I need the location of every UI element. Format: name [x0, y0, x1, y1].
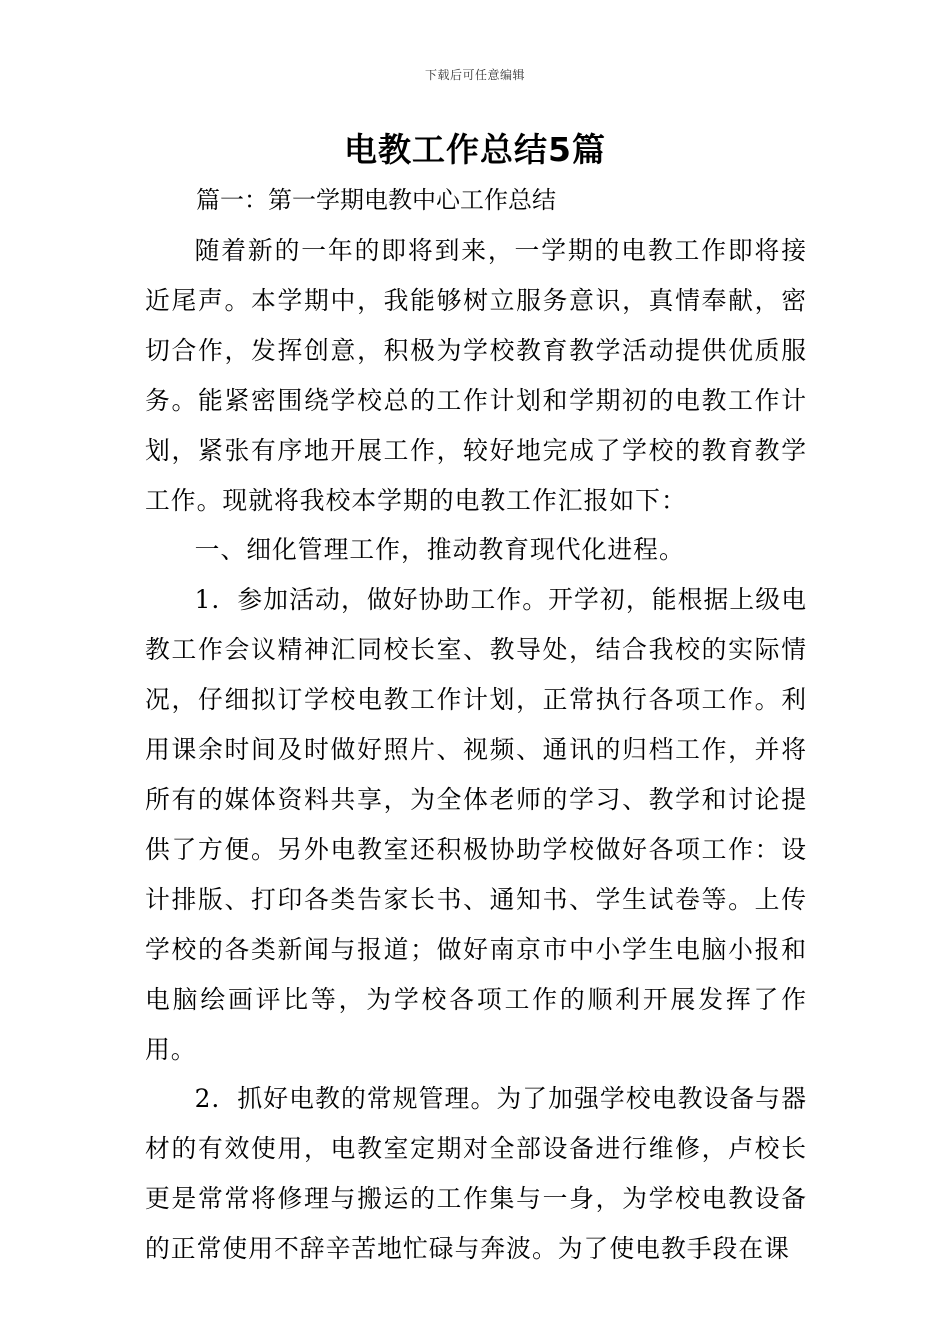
paragraph: 一、细化管理工作，推动教育现代化进程。 [194, 535, 685, 565]
paragraph: 随着新的一年的即将到来，一学期的电教工作即将接近尾声。本学期中，我能够树立服务意识，真情奉献，密切合作，发挥创意，积极为学校教育教学活动提供优质服务。能紧密围绕学校总的工作计划和学期初的电教工作计划，紧张有序地开展工作，较好地完成了学校的教育教学工作。现就将我校本学期的电教工作汇报如下： [145, 236, 807, 515]
paragraph: 2．抓好电教的常规管理。为了加强学校电教设备与器材的有效使用，电教室定期对全部设备进行维修，卢校长更是常常将修理与搬运的工作集与一身，为学校电教设备的正常使用不辞辛苦地忙碌与奔波。为了使电教手段在课 [145, 1084, 807, 1264]
header-note: 下载后可任意编辑 [424, 68, 525, 82]
document-body [145, 226, 807, 1274]
paragraph: 1．参加活动，做好协助工作。开学初，能根据上级电教工作会议精神汇同校长室、教导处，结合我校的实际情况，仔细拟订学校电教工作计划，正常执行各项工作。利用课余时间及时做好照片、视频、通讯的归档工作，并将所有的媒体资料共享，为全体老师的学习、教学和讨论提供了方便。另外电教室还积极协助学校做好各项工作：设计排版、打印各类告家长书、通知书、学生试卷等。上传学校的各类新闻与报道；做好南京市中小学生电脑小报和电脑绘画评比等，为学校各项工作的顺利开展发挥了作用。 [145, 585, 807, 1064]
document-title: 电教工作总结5篇 [344, 130, 606, 169]
section-heading: 篇一：第一学期电教中心工作总结 [196, 186, 556, 214]
